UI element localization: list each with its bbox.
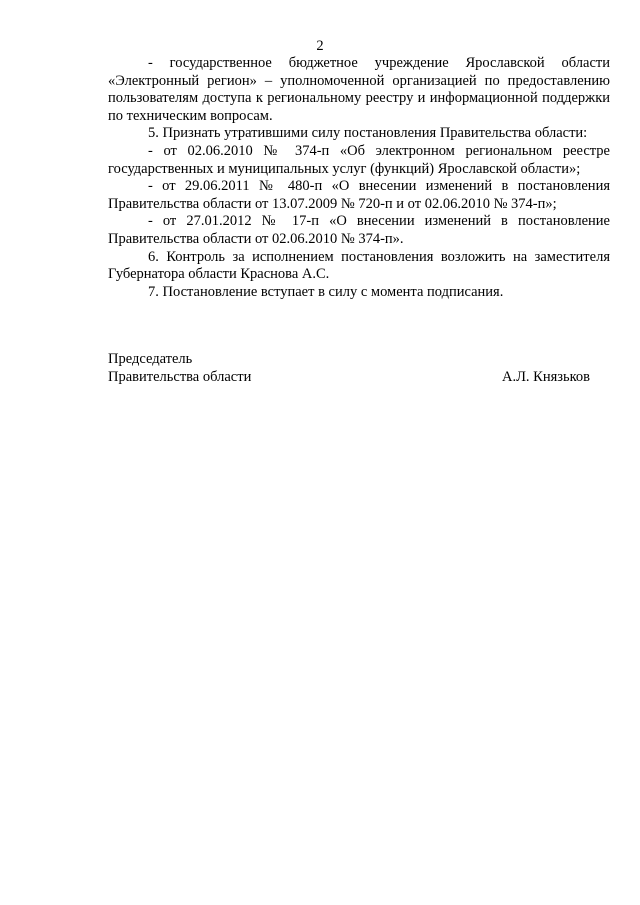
paragraph-item-480p: - от 29.06.2011 № 480-п «О внесении изменений в постановления Правительства области от 13.07.2009 № 720-п и от 02.06.2010 № 374-п»; xyxy=(108,178,610,212)
signature-title-line1: Председатель xyxy=(108,351,193,367)
document-body xyxy=(108,55,610,301)
signature-title-line2: Правительства области xyxy=(108,368,252,385)
paragraph-item-6: 6. Контроль за исполнением постановления возложить на заместителя Губернатора области Краснова А.С. xyxy=(108,248,610,283)
paragraph-item-gbu: - государственное бюджетное учреждение Ярославской области «Электронный регион» – уполномоченной организацией по предоставлению пользователям доступа к региональному реестру и информационной поддержки по техническим вопросам. xyxy=(108,55,610,124)
signature-block xyxy=(108,351,590,386)
paragraph-item-5: 5. Признать утратившими силу постановления Правительства области: xyxy=(148,125,588,142)
paragraph-item-7: 7. Постановление вступает в силу с момента подписания. xyxy=(148,283,504,300)
paragraph-item-17p: - от 27.01.2012 № 17-п «О внесении изменений в постановление Правительства области от 02.06.2010 № 374-п». xyxy=(108,213,610,247)
page-number: 2 xyxy=(316,38,324,54)
signatory-name: А.Л. Князьков xyxy=(501,368,590,385)
signature-row xyxy=(108,369,590,387)
paragraph-item-374p: - от 02.06.2010 № 374-п «Об электронном региональном реестре государственных и муниципальных услуг (функций) Ярославской области»; xyxy=(108,142,610,177)
